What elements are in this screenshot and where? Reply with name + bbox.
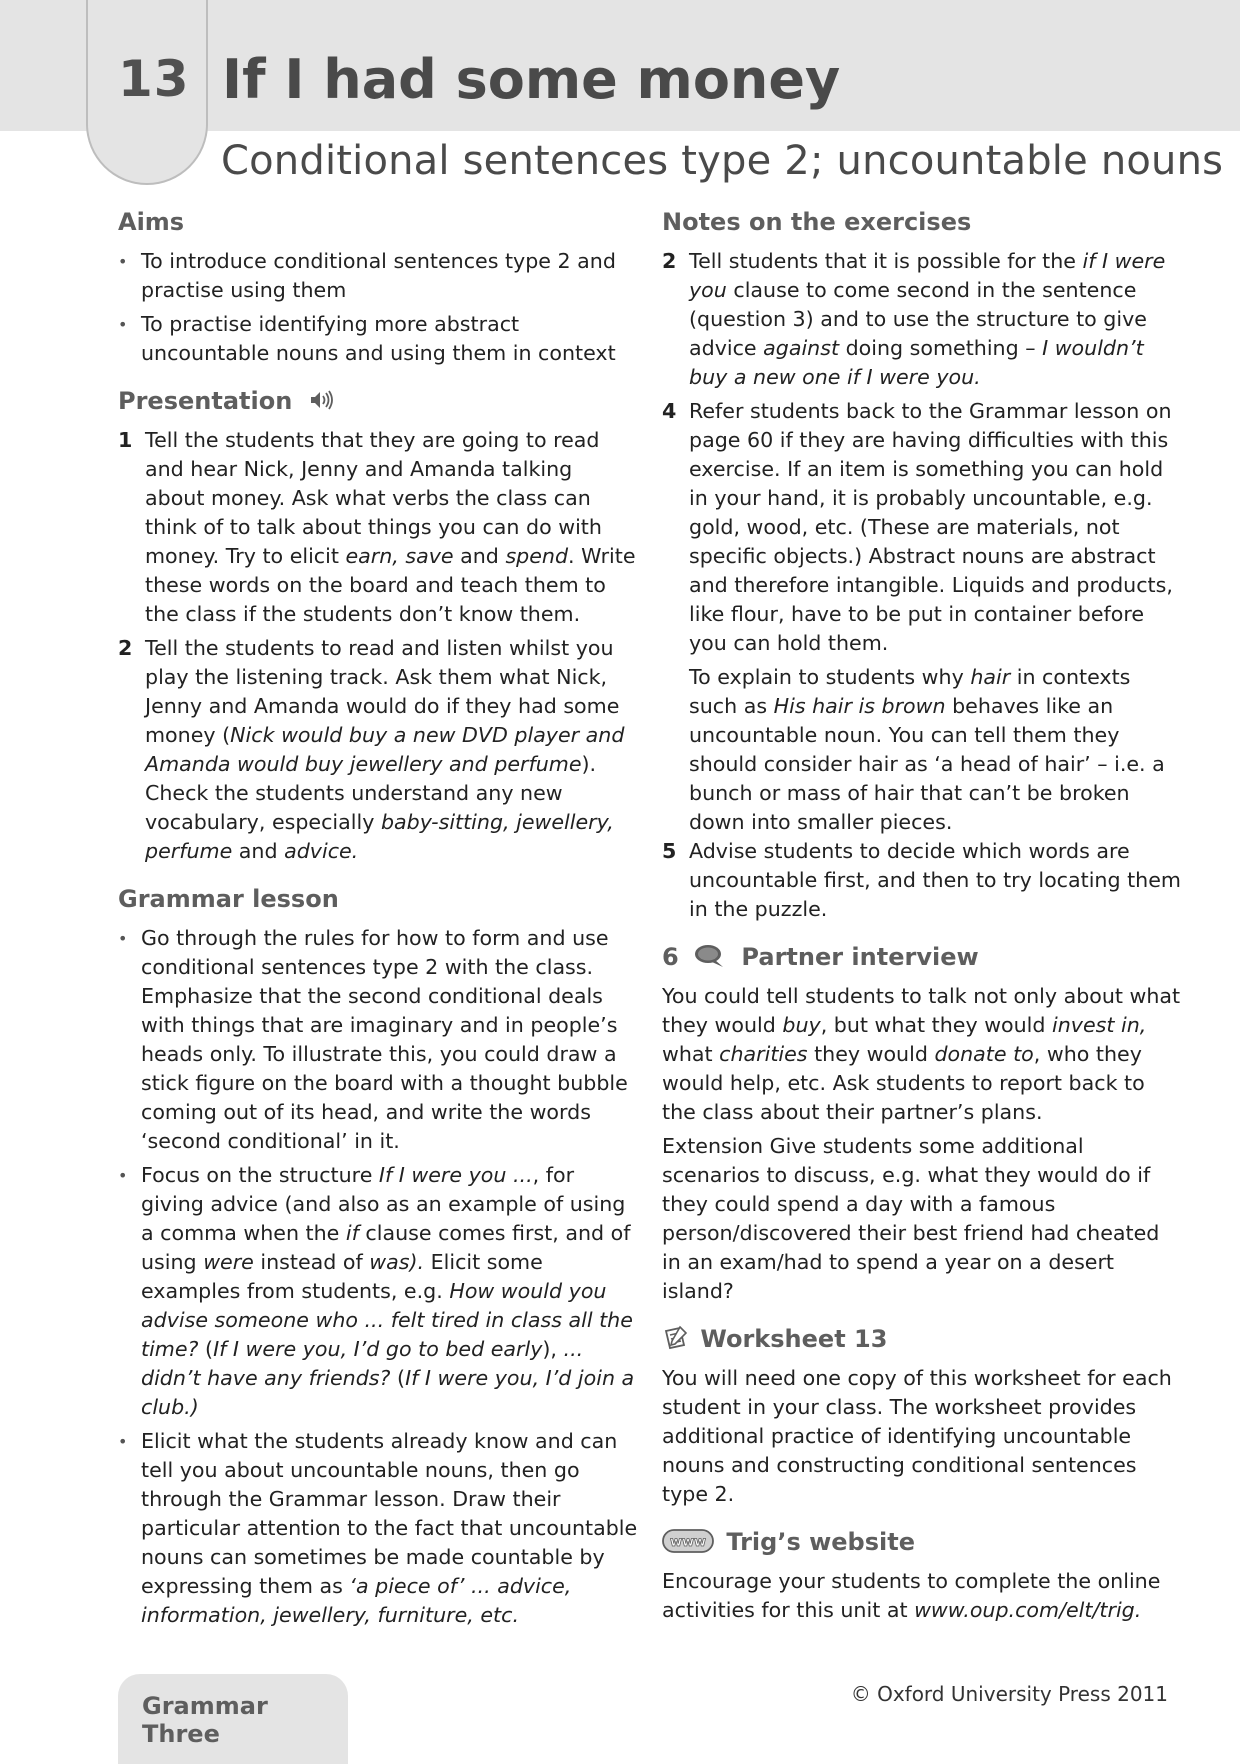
- italic-run: if: [345, 1221, 359, 1245]
- notes-heading: Notes on the exercises: [662, 208, 972, 236]
- note-paragraph: [662, 663, 1182, 837]
- website-url-link[interactable]: www.oup.com/elt/trig.: [914, 1598, 1142, 1622]
- aims-list: [118, 247, 638, 368]
- text-run: Elicit what the students already know and can tell you about uncountable nouns, then go through the Grammar lesson. Draw their particular attention to the fact that uncountable nouns can sometimes be made countable by expressing them as: [141, 1429, 638, 1598]
- worksheet-section: [662, 1322, 1182, 1509]
- italic-run: were: [203, 1250, 254, 1274]
- partner-heading: [662, 940, 1182, 974]
- italic-run: if I were you: [689, 249, 1166, 302]
- presentation-heading-text: Presentation: [118, 387, 293, 415]
- text-run: and: [453, 544, 506, 568]
- text-run: (: [198, 1337, 214, 1361]
- text-run: (: [390, 1366, 406, 1390]
- list-item: [118, 634, 638, 866]
- item-number: 2: [662, 249, 677, 273]
- list-item: • To introduce conditional sentences type 2 and practise using them: [118, 247, 638, 305]
- text-run: , but what they would: [820, 1013, 1053, 1037]
- text-run: , for giving advice (and also as an example of using a comma when the: [141, 1163, 626, 1245]
- grammar-heading: Grammar lesson: [118, 885, 339, 913]
- text-run: Elicit some examples from students, e.g.: [141, 1250, 543, 1303]
- italic-run: If I were you ...: [378, 1163, 533, 1187]
- left-column: [118, 205, 638, 1646]
- text-run: , who they would help, etc. Ask students to report back to the class about their partner’s plans.: [662, 1042, 1145, 1124]
- text-run: ). Check the students understand any new vocabulary, especially: [145, 752, 597, 834]
- text-run: what: [662, 1042, 720, 1066]
- italic-run: If I were you, I’d go to bed early: [213, 1337, 543, 1361]
- italic-run: His hair is brown: [773, 694, 946, 718]
- list-item: • Go through the rules for how to form and use conditional sentences type 2 with the class. Emphasize that the second conditional deals with things that are imaginary and in people’s heads only. To illustrate this, you could draw a stick figure on the board with a thought bubble coming out of its head, and write the words ‘second conditional’ in it.: [118, 924, 638, 1156]
- italic-run: ... didn’t have any friends?: [141, 1337, 584, 1390]
- aims-section: [118, 205, 638, 368]
- text-run: . Write these words on the board and teach them to the class if the students don’t know them.: [145, 544, 636, 626]
- worksheet-heading: [662, 1322, 1182, 1356]
- text-run: Encourage your students to complete the online activities for this unit at: [662, 1569, 1161, 1622]
- website-paragraph: [662, 1567, 1182, 1625]
- grammar-section: [118, 882, 638, 1630]
- website-heading-text: Trig’s website: [726, 1528, 915, 1556]
- partner-number: 6: [662, 943, 679, 971]
- speech-bubble-icon: [693, 943, 727, 969]
- www-icon: [662, 1528, 714, 1554]
- notes-list-cont: [662, 837, 1182, 924]
- text-run: clause to come second in the sentence (question 3) and to use the structure to give advice: [689, 278, 1147, 360]
- text-run: doing something –: [839, 336, 1043, 360]
- partner-paragraph: [662, 982, 1182, 1127]
- page-title: If I had some money: [222, 48, 841, 111]
- presentation-section: [118, 384, 638, 866]
- text-run: Tell students that it is possible for the: [689, 249, 1083, 273]
- text-run: behaves like an uncountable noun. You can tell them they should consider hair as ‘a head of hair’ – i.e. a bunch or mass of hair that can’t be broken down into smaller pieces.: [689, 694, 1165, 834]
- footer-tab-label: Grammar Three: [142, 1692, 268, 1748]
- text-run: instead of: [253, 1250, 370, 1274]
- list-item: [662, 837, 1182, 924]
- text-run: You could tell students to talk not only about what they would: [662, 984, 1181, 1037]
- text-run: Give students some additional scenarios to discuss, e.g. what they would do if they could spend a day with a famous person/discovered their best friend had cheated in an exam/had to spend a year on a desert island?: [662, 1134, 1160, 1303]
- worksheet-paragraph: You will need one copy of this worksheet for each student in your class. The worksheet provides additional practice of identifying uncountable nouns and constructing conditional sentences type 2.: [662, 1366, 1172, 1506]
- italic-run: earn, save: [345, 544, 454, 568]
- partner-section: [662, 940, 1182, 1306]
- text-run: and: [232, 839, 285, 863]
- copyright: © Oxford University Press 2011: [850, 1682, 1168, 1706]
- item-number: 2: [118, 636, 133, 660]
- italic-run: against: [763, 336, 840, 360]
- worksheet-icon: [662, 1325, 688, 1351]
- italic-run: How would you advise someone who ... felt tired in class all the time?: [141, 1279, 633, 1361]
- italic-run: baby-sitting, jewellery, perfume: [145, 810, 614, 863]
- page-subtitle: Conditional sentences type 2; uncountable nouns: [221, 138, 1224, 184]
- aims-heading: Aims: [118, 208, 185, 236]
- presentation-heading: [118, 384, 638, 418]
- text-run: in contexts such as: [689, 665, 1131, 718]
- italic-run: donate to: [934, 1042, 1034, 1066]
- notes-section: [662, 205, 1182, 924]
- italic-run: ‘a piece of’ ... advice, information, jewellery, furniture, etc.: [141, 1574, 572, 1627]
- notes-list: [662, 247, 1182, 658]
- audio-icon: [309, 389, 335, 411]
- text-run: Tell the students that they are going to read and hear Nick, Jenny and Amanda talking about money. Ask what verbs the class can think of to talk about things you can do with money. Try to elicit: [145, 428, 602, 568]
- item-number: 5: [662, 839, 677, 863]
- item-number: 1: [118, 428, 133, 452]
- italic-run: spend: [505, 544, 569, 568]
- italic-run: If I were you, I’d join a club.): [141, 1366, 635, 1419]
- grammar-list: [118, 924, 638, 1630]
- italic-run: charities: [719, 1042, 808, 1066]
- text-run: To explain to students why: [689, 665, 971, 689]
- right-column: [662, 205, 1182, 1641]
- extension-label: Extension: [662, 1134, 764, 1158]
- list-item: [118, 426, 638, 629]
- extension-paragraph: [662, 1132, 1182, 1306]
- website-heading: [662, 1525, 1182, 1559]
- list-item: [118, 1161, 638, 1422]
- list-item: [662, 397, 1182, 658]
- www-icon-label: www: [669, 1535, 707, 1550]
- presentation-list: [118, 426, 638, 866]
- text-run: Refer students back to the Grammar lesson on page 60 if they are having difficulties with this exercise. If an item is something you can hold in your hand, it is probably uncountable, e.g. gold, wood, etc. (These are materials, not specific objects.) Abstract nouns are abstract and therefore intangible. Liquids and products, like flour, have to be put in container before you can hold them.: [689, 399, 1173, 655]
- italic-run: buy: [782, 1013, 821, 1037]
- list-item: [662, 247, 1182, 392]
- list-item: • To practise identifying more abstract uncountable nouns and using them in context: [118, 310, 638, 368]
- text-run: Tell the students to read and listen whilst you play the listening track. Ask them what Nick, Jenny and Amanda would do if they had some money (: [145, 636, 620, 747]
- footer-tab: [118, 1674, 348, 1764]
- text-run: clause comes first, and of using: [141, 1221, 631, 1274]
- italic-run: was).: [369, 1250, 425, 1274]
- italic-run: hair: [970, 665, 1011, 689]
- unit-number: 13: [118, 50, 190, 108]
- text-run: ),: [542, 1337, 564, 1361]
- worksheet-heading-text: Worksheet 13: [700, 1325, 888, 1353]
- item-number: 4: [662, 399, 677, 423]
- italic-run: advice.: [284, 839, 359, 863]
- text-run: they would: [807, 1042, 935, 1066]
- partner-heading-text: Partner interview: [741, 943, 979, 971]
- italic-run: Nick would buy a new DVD player and Amanda would buy jewellery and perfume: [145, 723, 625, 776]
- italic-run: invest in,: [1052, 1013, 1147, 1037]
- list-item: [118, 1427, 638, 1630]
- italic-run: I wouldn’t buy a new one if I were you.: [689, 336, 1144, 389]
- website-section: [662, 1525, 1182, 1625]
- text-run: Focus on the structure: [141, 1163, 379, 1187]
- text-run: Advise students to decide which words are uncountable first, and then to try locating them in the puzzle.: [689, 839, 1181, 921]
